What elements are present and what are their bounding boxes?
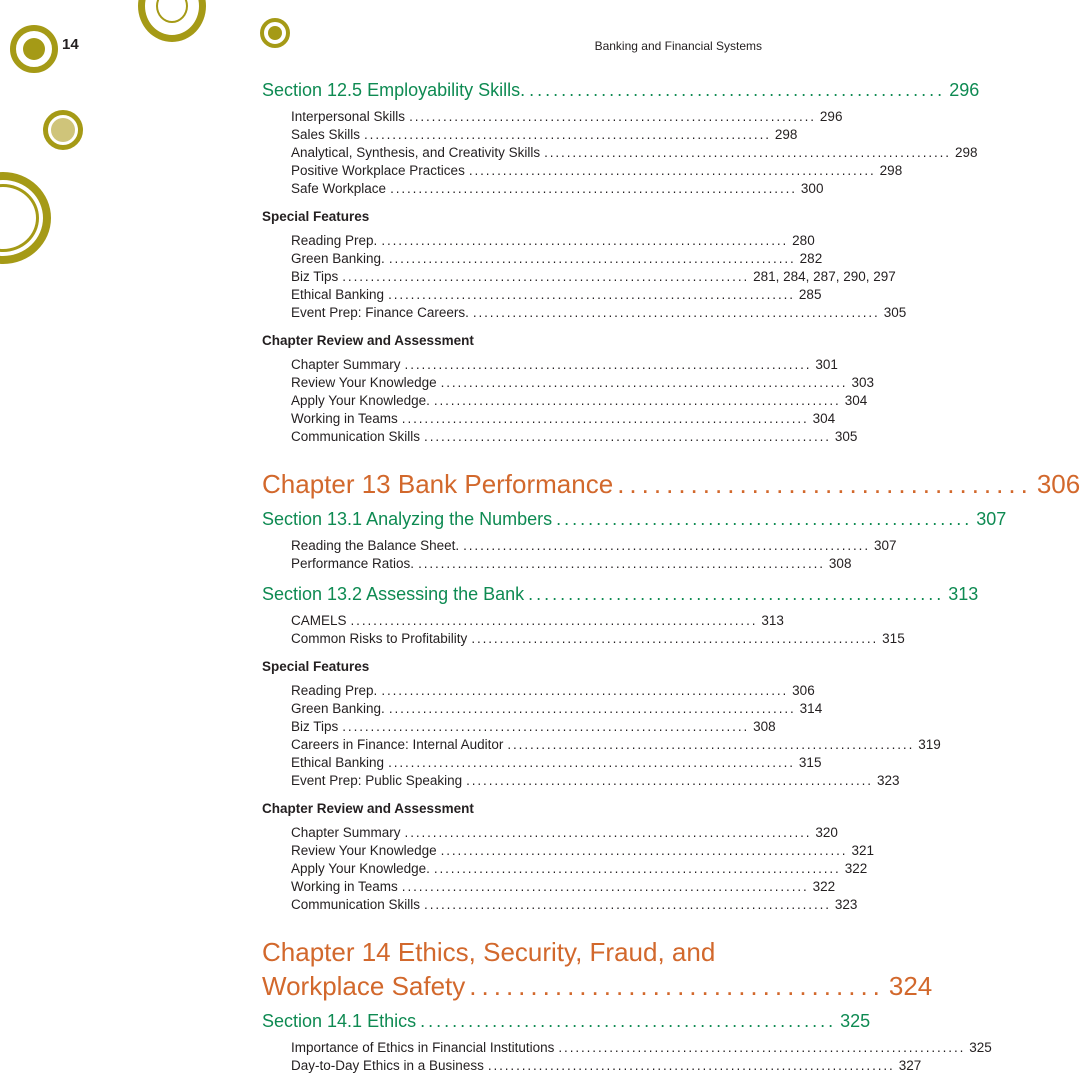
toc-item[interactable]: Communication Skills ........................................................................ 305 [291,429,858,444]
decorative-ring-top-left [10,25,58,73]
page-number: 14 [62,36,79,53]
toc-item[interactable]: Communication Skills ........................................................................ 323 [291,897,858,912]
decorative-ring-large-left [0,172,51,264]
toc-item[interactable]: Safe Workplace ........................................................................ 300 [291,181,824,196]
toc-item[interactable]: Careers in Finance: Internal Auditor ........................................................................ 319 [291,737,941,752]
toc-section-12-5[interactable]: Section 12.5 Employability Skills. .................................................... 296 [262,80,980,100]
toc-item[interactable]: Common Risks to Profitability ........................................................................ 315 [291,631,905,646]
decorative-ring-top-center [138,0,206,42]
toc-item[interactable]: Day-to-Day Ethics in a Business ........................................................................ 327 [291,1058,922,1073]
toc-item[interactable]: Apply Your Knowledge. ........................................................................ 322 [291,861,868,876]
toc-section-13-1[interactable]: Section 13.1 Analyzing the Numbers .................................................... 307 [262,509,1007,529]
decorative-ring-mid-left [43,110,83,150]
toc-section-14-1[interactable]: Section 14.1 Ethics .................................................... 325 [262,1011,871,1031]
toc-item[interactable]: Analytical, Synthesis, and Creativity Skills ........................................................................ 298 [291,145,978,160]
toc-chapter-14[interactable]: Workplace Safety .................................. 324 [262,971,933,1001]
table-of-contents [262,80,1080,1076]
toc-item[interactable]: Review Your Knowledge ........................................................................ 303 [291,375,874,390]
toc-item[interactable]: Reading Prep. ........................................................................ 280 [291,233,815,248]
toc-item[interactable]: Green Banking. ........................................................................ 314 [291,701,823,716]
toc-item[interactable]: Importance of Ethics in Financial Institutions ........................................................................ 325 [291,1040,992,1055]
toc-item[interactable]: Chapter Summary ........................................................................ 301 [291,357,838,372]
toc-item[interactable]: Reading the Balance Sheet. ........................................................................ 307 [291,538,897,553]
toc-item[interactable]: Review Your Knowledge ........................................................................ 321 [291,843,874,858]
running-head: Banking and Financial Systems [594,39,762,53]
toc-item[interactable]: Reading Prep. ........................................................................ 306 [291,683,815,698]
toc-item[interactable]: Event Prep: Finance Careers. ........................................................................ 305 [291,305,907,320]
toc-item[interactable]: Working in Teams ........................................................................ 322 [291,879,836,894]
chapter-review-heading: Chapter Review and Assessment [262,333,474,348]
toc-item[interactable]: Biz Tips ........................................................................ 281, 284, 287, 290, 297 [291,269,896,284]
decorative-ring-header [260,18,290,48]
toc-section-13-2[interactable]: Section 13.2 Assessing the Bank .................................................... 313 [262,584,979,604]
toc-item[interactable]: Ethical Banking ........................................................................ 315 [291,755,822,770]
toc-item[interactable]: Apply Your Knowledge. ........................................................................ 304 [291,393,868,408]
toc-item[interactable]: Chapter Summary ........................................................................ 320 [291,825,838,840]
toc-chapter-13[interactable]: Chapter 13 Bank Performance .................................. 306 [262,469,1080,499]
toc-item[interactable]: Ethical Banking ........................................................................ 285 [291,287,822,302]
toc-item[interactable]: Performance Ratios. ........................................................................ 308 [291,556,852,571]
chapter-review-heading: Chapter Review and Assessment [262,801,474,816]
toc-item[interactable]: Sales Skills ........................................................................ 298 [291,127,798,142]
toc-item[interactable]: Positive Workplace Practices ........................................................................ 298 [291,163,903,178]
toc-item[interactable]: Interpersonal Skills ........................................................................ 296 [291,109,843,124]
toc-item[interactable]: Green Banking. ........................................................................ 282 [291,251,823,266]
toc-chapter-14-title-line1[interactable]: Chapter 14 Ethics, Security, Fraud, and [262,937,716,967]
toc-item[interactable]: CAMELS ........................................................................ 313 [291,613,784,628]
toc-item[interactable]: Biz Tips ........................................................................ 308 [291,719,776,734]
special-features-heading: Special Features [262,659,370,674]
toc-item[interactable]: Event Prep: Public Speaking ........................................................................ 323 [291,773,900,788]
special-features-heading: Special Features [262,209,370,224]
toc-item[interactable]: Working in Teams ........................................................................ 304 [291,411,836,426]
